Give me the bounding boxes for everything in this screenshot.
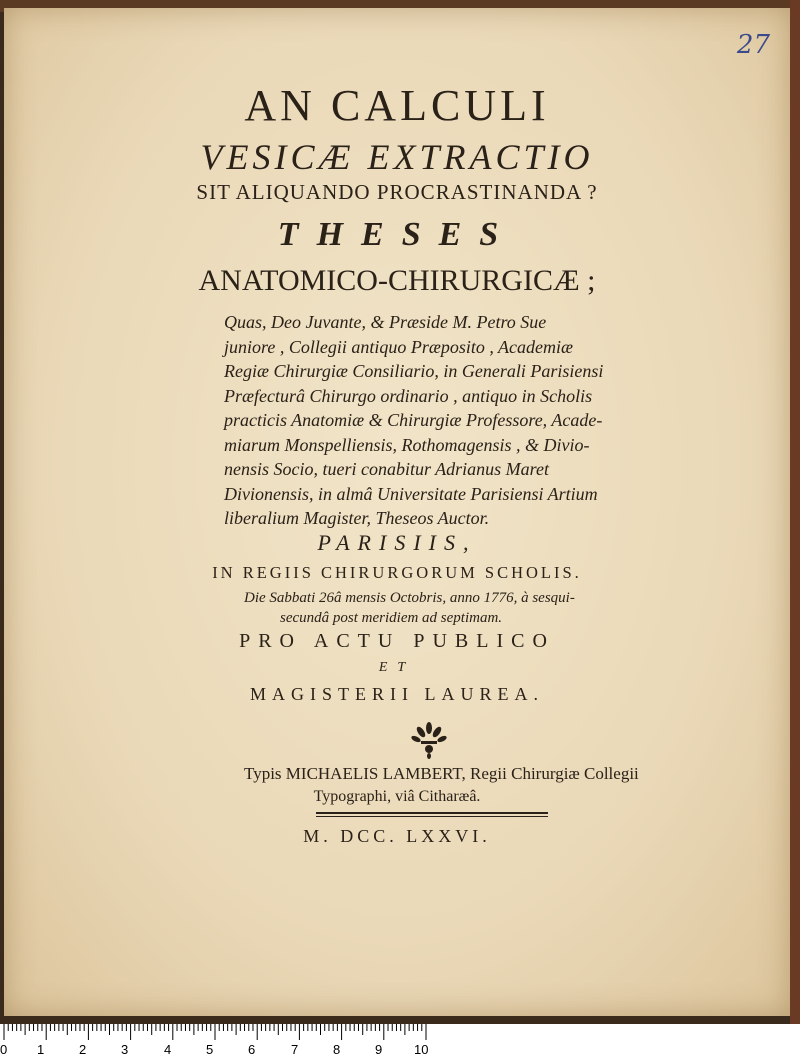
body-line: Divionensis, in almâ Universitate Parisiensi Artium: [224, 483, 598, 504]
place-name: PARISIIS,: [317, 530, 477, 555]
body-line: nensis Socio, tueri conabitur Adrianus Maret: [224, 459, 549, 479]
act-line-1: PRO ACTU PUBLICO: [239, 630, 555, 652]
ruler-label: 4: [164, 1042, 172, 1057]
ruler-label: 7: [291, 1042, 299, 1057]
divider-rule: [316, 812, 548, 814]
body-line: Quas, Deo Juvante, & Præside M. Petro Sue: [224, 312, 547, 332]
fleuron-ornament-icon: [409, 720, 449, 760]
body-line: liberalium Magister, Theseos Auctor.: [224, 508, 490, 528]
title-page: [4, 8, 790, 1016]
date-block: [244, 588, 575, 628]
ruler-ticks: [0, 1024, 800, 1044]
title-line-3: SIT ALIQUANDO PROCRASTINANDA ?: [196, 180, 598, 204]
book-binding-right: [790, 0, 800, 1024]
body-line: Præfecturâ Chirurgo ordinario , antiquo in Scholis: [224, 385, 593, 406]
printer-line-1: Typis MICHAELIS LAMBERT, Regii Chirurgiæ Collegii: [244, 764, 639, 783]
body-line: miarum Monspelliensis, Rothomagensis , & Divio-: [224, 434, 590, 455]
title-line-4: THESES: [277, 216, 517, 253]
ruler-label: 1: [37, 1042, 45, 1057]
act-line-3: MAGISTERII LAUREA.: [250, 684, 544, 704]
ruler-label: 2: [79, 1042, 87, 1057]
title-line-1: AN CALCULI: [244, 81, 550, 130]
ruler-label: 10: [414, 1042, 429, 1057]
venue: IN REGIIS CHIRURGORUM SCHOLIS.: [212, 563, 582, 582]
body-line: Regiæ Chirurgiæ Consiliario, in Generali Parisiensi: [224, 361, 604, 381]
ruler-label: 0: [0, 1042, 8, 1057]
ruler-label: 9: [375, 1042, 383, 1057]
act-line-2: ET: [378, 660, 416, 675]
imprint-year: M. DCC. LXXVI.: [303, 826, 491, 846]
scale-ruler: [0, 1024, 800, 1064]
body-line: practicis Anatomiæ & Chirurgiæ Professore, Acade-: [224, 410, 603, 430]
date-line-2: secundâ post meridiem ad septimam.: [280, 610, 503, 626]
printer-line-2: Typographi, viâ Citharæâ.: [313, 788, 481, 805]
ruler-label: 8: [333, 1042, 341, 1057]
body-line: juniore , Collegii antiquo Præposito , Academiæ: [224, 336, 573, 357]
ruler-label: 3: [121, 1042, 129, 1057]
date-line-1: Die Sabbati 26â mensis Octobris, anno 1776, à sesqui-: [244, 590, 575, 606]
ruler-label: 6: [248, 1042, 256, 1057]
divider-rule-thin: [316, 816, 548, 817]
dedication-paragraph: [224, 310, 644, 531]
title-line-5: ANATOMICO-CHIRURGICÆ ;: [198, 264, 596, 297]
title-line-2: VESICÆ EXTRACTIO: [200, 137, 594, 177]
folio-number: 27: [736, 30, 770, 60]
ruler-label: 5: [206, 1042, 214, 1057]
